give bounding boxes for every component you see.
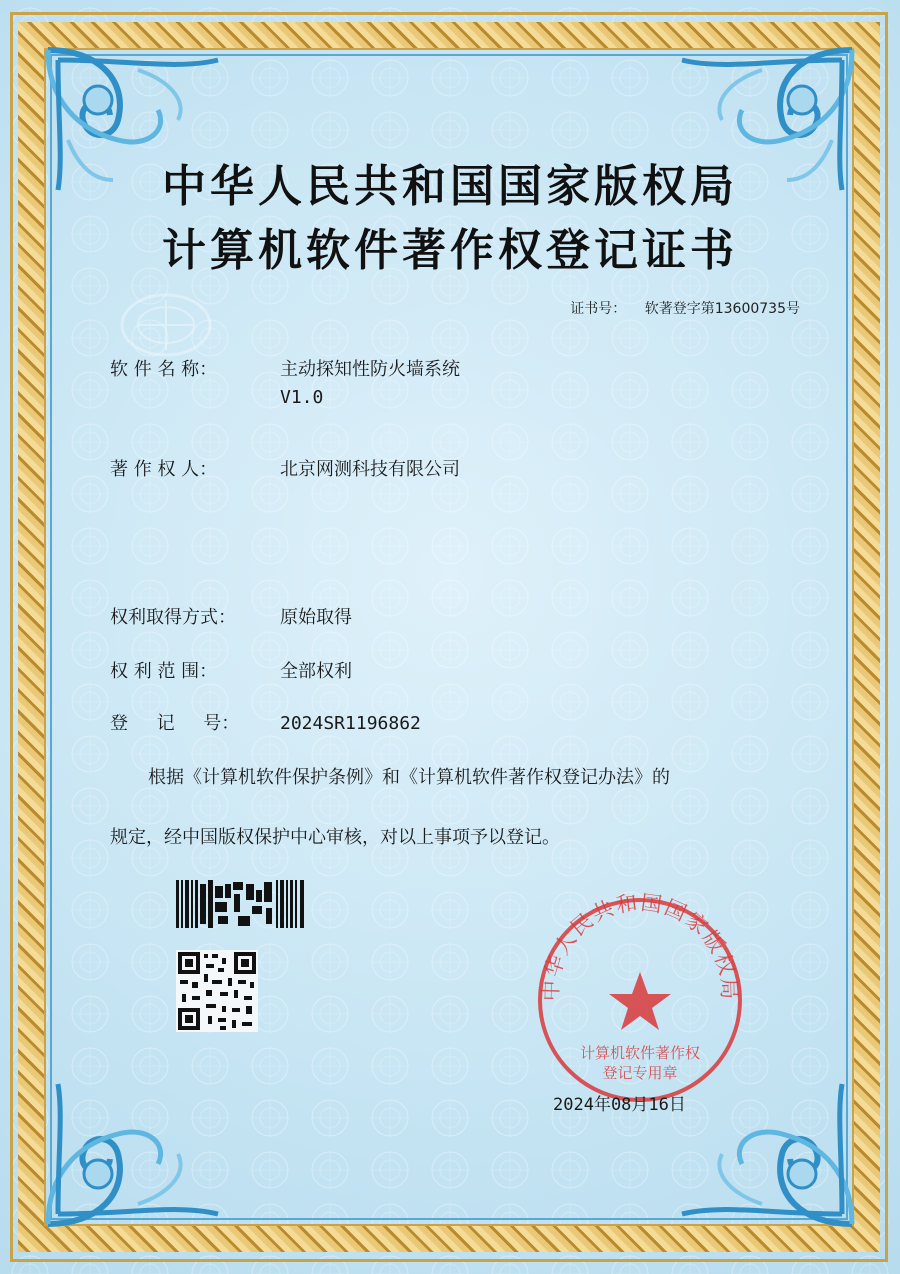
official-seal xyxy=(530,890,750,1110)
software-name-row xyxy=(110,355,460,408)
issue-date: 2024年08月16日 xyxy=(553,1095,686,1115)
acquisition-method-row xyxy=(110,603,352,629)
statement-line-2: 规定，经中国版权保护中心审核，对以上事项予以登记。 xyxy=(110,827,560,848)
registration-number-row xyxy=(110,709,421,735)
certificate-title: 计算机软件著作权登记证书 xyxy=(162,225,738,276)
certificate-issuer-title: 中华人民共和国国家版权局 xyxy=(162,161,738,212)
software-version: V1.0 xyxy=(280,387,324,408)
rights-scope-row xyxy=(110,657,352,683)
barcode xyxy=(176,880,306,928)
acquisition-method-label: 权利取得方式： xyxy=(110,607,236,628)
rights-scope-label: 权 利 范 围： xyxy=(110,661,218,682)
copyright-emblem-watermark xyxy=(116,290,216,360)
software-name-label: 软 件 名 称： xyxy=(110,359,218,380)
statement-line-1: 根据《计算机软件保护条例》和《计算机软件著作权登记办法》的 xyxy=(148,767,670,788)
qr-code xyxy=(176,950,258,1032)
certificate-number xyxy=(570,298,800,318)
copyright-owner-value: 北京网测科技有限公司 xyxy=(280,459,460,480)
seal-inner-line-2: 登记专用章 xyxy=(602,1064,678,1082)
seal-outer-text: 中华人民共和国国家版权局 xyxy=(538,890,742,1002)
seal-star-icon xyxy=(609,972,671,1030)
copyright-owner-label: 著 作 权 人： xyxy=(110,459,218,480)
corner-ornament-bottom-left xyxy=(38,1074,238,1234)
certificate-number-label: 证书号： xyxy=(570,301,627,317)
registration-number-label: 登 记 号： xyxy=(110,713,240,734)
rights-scope-value: 全部权利 xyxy=(280,661,352,682)
registration-number-value: 2024SR1196862 xyxy=(280,713,421,734)
seal-inner-line-1: 计算机软件著作权 xyxy=(579,1044,701,1062)
copyright-owner-row xyxy=(110,455,460,481)
software-name-value: 主动探知性防火墙系统 xyxy=(280,359,460,380)
acquisition-method-value: 原始取得 xyxy=(280,607,352,628)
registration-statement xyxy=(110,748,800,868)
certificate-number-value: 软著登字第13600735号 xyxy=(644,301,800,317)
